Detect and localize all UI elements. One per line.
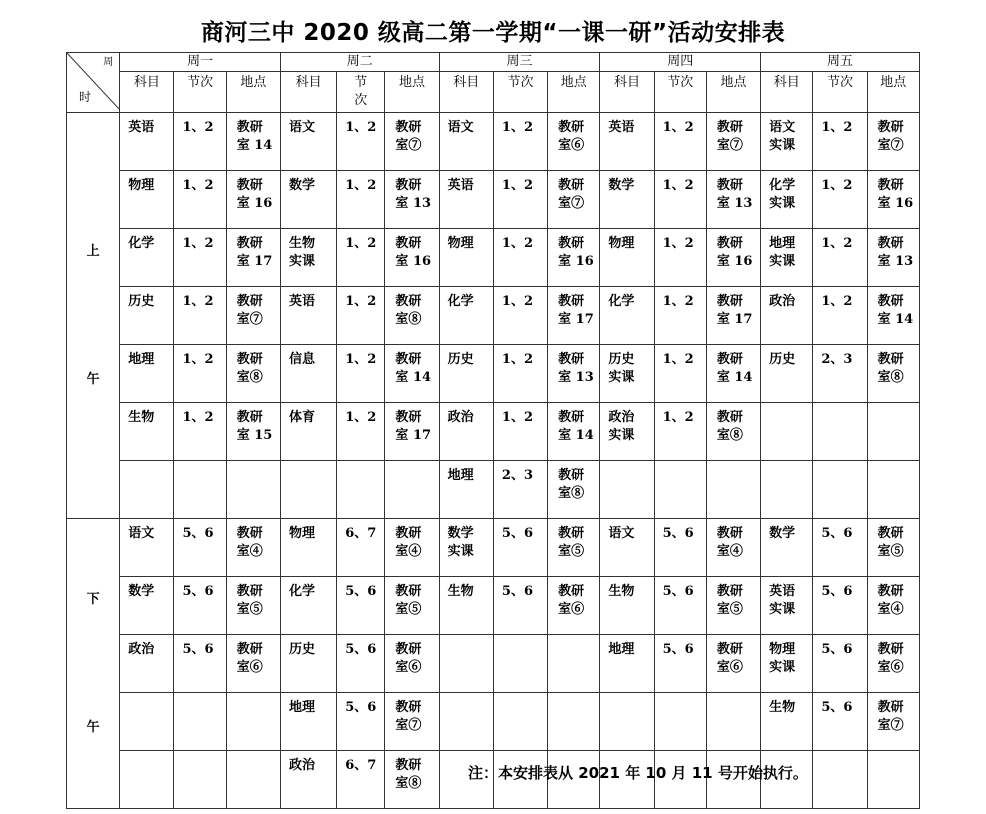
cell-subject: 化学 实课 — [761, 171, 813, 229]
cell-subject: 政治 — [761, 287, 813, 345]
cell-session: 1、2 — [813, 287, 867, 345]
cell-room: 教研 室 13 — [706, 171, 760, 229]
cell-session: 1、2 — [654, 345, 706, 403]
cell-subject: 历史 — [761, 345, 813, 403]
cell-room: 教研 室⑧ — [867, 345, 919, 403]
cell-session: 1、2 — [654, 403, 706, 461]
cell-room: 教研 室④ — [385, 519, 439, 577]
cell-room — [867, 751, 919, 809]
cell-room — [548, 635, 600, 693]
cell-room: 教研 室⑥ — [548, 113, 600, 171]
day-header-mon: 周一 — [120, 53, 281, 72]
cell-session: 5、6 — [174, 635, 226, 693]
cell-room: 教研 室④ — [226, 519, 280, 577]
corner-time-label: 时 — [79, 90, 92, 104]
period-label: 下 — [86, 591, 100, 607]
cell-session — [654, 461, 706, 519]
cell-subject — [120, 461, 174, 519]
cell-subject: 地理 实课 — [761, 229, 813, 287]
cell-subject: 数学 — [600, 171, 654, 229]
cell-session — [174, 751, 226, 809]
cell-session: 2、3 — [813, 345, 867, 403]
cell-session: 5、6 — [654, 635, 706, 693]
cell-room: 教研 室⑤ — [548, 519, 600, 577]
cell-session — [493, 635, 547, 693]
cell-room: 教研 室 17 — [385, 403, 439, 461]
col-header-subject: 科目 — [280, 72, 336, 113]
cell-subject: 历史 — [280, 635, 336, 693]
cell-session: 1、2 — [654, 171, 706, 229]
cell-session: 1、2 — [337, 287, 385, 345]
cell-session: 1、2 — [337, 113, 385, 171]
period-label: 午 — [86, 371, 100, 387]
col-header-place: 地点 — [385, 72, 439, 113]
cell-session: 5、6 — [337, 635, 385, 693]
cell-room — [706, 693, 760, 751]
cell-subject: 历史 — [120, 287, 174, 345]
cell-session — [813, 751, 867, 809]
cell-subject — [761, 461, 813, 519]
cell-room: 教研 室⑤ — [226, 577, 280, 635]
cell-session: 5、6 — [337, 577, 385, 635]
cell-subject: 体育 — [280, 403, 336, 461]
col-header-subject: 科目 — [761, 72, 813, 113]
cell-room: 教研 室④ — [706, 519, 760, 577]
cell-session: 2、3 — [493, 461, 547, 519]
cell-subject — [120, 751, 174, 809]
cell-session — [337, 461, 385, 519]
schedule-row — [67, 693, 920, 751]
schedule-row — [67, 345, 920, 403]
cell-room — [867, 403, 919, 461]
cell-room: 教研 室 17 — [706, 287, 760, 345]
cell-session: 1、2 — [174, 171, 226, 229]
cell-subject — [439, 635, 493, 693]
cell-subject: 生物 — [600, 577, 654, 635]
cell-room: 教研 室⑥ — [226, 635, 280, 693]
cell-session: 1、2 — [493, 287, 547, 345]
period-morning — [67, 113, 120, 519]
cell-subject: 化学 — [439, 287, 493, 345]
cell-subject: 生物 — [761, 693, 813, 751]
cell-subject: 语文 — [120, 519, 174, 577]
cell-room — [385, 461, 439, 519]
cell-room: 教研 室④ — [867, 577, 919, 635]
cell-subject: 语文 — [600, 519, 654, 577]
cell-subject: 政治 — [120, 635, 174, 693]
corner-header — [67, 53, 120, 113]
cell-room: 教研 室⑧ — [226, 345, 280, 403]
schedule-row — [67, 519, 920, 577]
cell-subject: 英语 — [120, 113, 174, 171]
day-header-wed: 周三 — [439, 53, 600, 72]
cell-room: 教研 室 14 — [548, 403, 600, 461]
schedule-table — [66, 52, 920, 809]
cell-subject: 数学 — [120, 577, 174, 635]
col-header-session: 节次 — [493, 72, 547, 113]
cell-room — [226, 461, 280, 519]
cell-subject: 物理 — [280, 519, 336, 577]
cell-subject — [600, 461, 654, 519]
cell-room: 教研 室 14 — [706, 345, 760, 403]
cell-subject: 物理 — [120, 171, 174, 229]
cell-subject: 化学 — [280, 577, 336, 635]
cell-room: 教研 室⑦ — [867, 113, 919, 171]
col-header-session: 节 次 — [337, 72, 385, 113]
cell-room: 教研 室⑥ — [867, 635, 919, 693]
cell-subject: 化学 — [120, 229, 174, 287]
cell-room: 教研 室⑦ — [548, 171, 600, 229]
cell-session: 1、2 — [174, 113, 226, 171]
cell-room: 教研 室⑧ — [385, 751, 439, 809]
cell-room: 教研 室⑤ — [385, 577, 439, 635]
cell-room: 教研 室⑦ — [385, 693, 439, 751]
cell-room: 教研 室⑦ — [226, 287, 280, 345]
col-header-session: 节次 — [174, 72, 226, 113]
cell-room: 教研 室 13 — [548, 345, 600, 403]
cell-subject: 语文 — [280, 113, 336, 171]
col-header-session: 节次 — [813, 72, 867, 113]
cell-subject: 化学 — [600, 287, 654, 345]
col-header-subject: 科目 — [120, 72, 174, 113]
period-label: 上 — [86, 243, 100, 259]
cell-subject: 地理 — [439, 461, 493, 519]
cell-room: 教研 室⑧ — [385, 287, 439, 345]
cell-subject: 数学 — [761, 519, 813, 577]
cell-room: 教研 室⑦ — [867, 693, 919, 751]
schedule-row — [67, 113, 920, 171]
cell-room: 教研 室 16 — [548, 229, 600, 287]
cell-subject — [439, 693, 493, 751]
cell-subject: 英语 — [600, 113, 654, 171]
cell-room: 教研 室 17 — [226, 229, 280, 287]
cell-session: 1、2 — [654, 113, 706, 171]
cell-room: 教研 室 14 — [385, 345, 439, 403]
col-header-subject: 科目 — [600, 72, 654, 113]
day-header-thu: 周四 — [600, 53, 761, 72]
cell-subject: 语文 — [439, 113, 493, 171]
cell-session: 1、2 — [174, 229, 226, 287]
cell-room: 教研 室⑧ — [706, 403, 760, 461]
cell-session: 1、2 — [813, 113, 867, 171]
col-header-subject: 科目 — [439, 72, 493, 113]
cell-subject: 英语 实课 — [761, 577, 813, 635]
cell-room — [226, 693, 280, 751]
cell-subject: 英语 — [280, 287, 336, 345]
cell-session: 1、2 — [654, 287, 706, 345]
cell-subject: 历史 实课 — [600, 345, 654, 403]
cell-room: 教研 室⑦ — [385, 113, 439, 171]
period-spacer — [67, 261, 119, 371]
cell-subject: 英语 — [439, 171, 493, 229]
cell-session — [493, 693, 547, 751]
cell-subject — [600, 693, 654, 751]
cell-session: 5、6 — [813, 577, 867, 635]
cell-subject: 数学 实课 — [439, 519, 493, 577]
day-header-fri: 周五 — [761, 53, 920, 72]
cell-subject: 物理 — [600, 229, 654, 287]
cell-room: 教研 室 14 — [867, 287, 919, 345]
cell-room: 教研 室⑤ — [706, 577, 760, 635]
col-header-session: 节次 — [654, 72, 706, 113]
period-spacer — [67, 609, 119, 719]
cell-subject: 生物 — [120, 403, 174, 461]
cell-session: 1、2 — [174, 345, 226, 403]
cell-room: 教研 室 14 — [226, 113, 280, 171]
cell-subject — [761, 403, 813, 461]
cell-session: 1、2 — [174, 287, 226, 345]
cell-session — [813, 403, 867, 461]
cell-subject — [280, 461, 336, 519]
cell-session: 5、6 — [174, 577, 226, 635]
cell-subject: 物理 — [439, 229, 493, 287]
cell-room: 教研 室 13 — [867, 229, 919, 287]
schedule-row — [67, 577, 920, 635]
cell-room — [548, 693, 600, 751]
cell-session — [654, 693, 706, 751]
cell-session: 1、2 — [337, 229, 385, 287]
cell-session: 5、6 — [813, 693, 867, 751]
cell-session: 5、6 — [337, 693, 385, 751]
cell-session: 1、2 — [337, 171, 385, 229]
cell-room: 教研 室⑥ — [548, 577, 600, 635]
cell-session: 5、6 — [174, 519, 226, 577]
col-header-place: 地点 — [226, 72, 280, 113]
cell-session: 5、6 — [813, 635, 867, 693]
cell-session: 5、6 — [654, 519, 706, 577]
cell-room: 教研 室⑧ — [548, 461, 600, 519]
cell-room: 教研 室⑥ — [385, 635, 439, 693]
cell-session: 5、6 — [493, 577, 547, 635]
cell-room: 教研 室 17 — [548, 287, 600, 345]
cell-session: 1、2 — [654, 229, 706, 287]
cell-subject: 生物 实课 — [280, 229, 336, 287]
cell-room: 教研 室⑥ — [706, 635, 760, 693]
cell-session: 1、2 — [337, 403, 385, 461]
cell-room — [226, 751, 280, 809]
cell-room: 教研 室⑤ — [867, 519, 919, 577]
cell-subject: 政治 — [439, 403, 493, 461]
schedule-row — [67, 229, 920, 287]
schedule-row — [67, 403, 920, 461]
cell-room — [867, 461, 919, 519]
cell-room: 教研 室 15 — [226, 403, 280, 461]
cell-subject: 数学 — [280, 171, 336, 229]
cell-room: 教研 室 13 — [385, 171, 439, 229]
cell-session: 1、2 — [493, 113, 547, 171]
cell-session — [174, 461, 226, 519]
cell-session: 1、2 — [493, 171, 547, 229]
col-header-place: 地点 — [548, 72, 600, 113]
cell-subject: 语文 实课 — [761, 113, 813, 171]
cell-subject: 历史 — [439, 345, 493, 403]
period-afternoon — [67, 519, 120, 809]
cell-session: 5、6 — [654, 577, 706, 635]
corner-day-label: 周 — [103, 57, 114, 68]
cell-session — [813, 461, 867, 519]
cell-subject: 地理 — [600, 635, 654, 693]
cell-subject: 地理 — [280, 693, 336, 751]
cell-room: 教研 室 16 — [706, 229, 760, 287]
cell-room: 教研 室 16 — [385, 229, 439, 287]
cell-subject — [120, 693, 174, 751]
cell-subject: 信息 — [280, 345, 336, 403]
cell-session: 1、2 — [813, 229, 867, 287]
schedule-row — [67, 171, 920, 229]
cell-session: 1、2 — [493, 403, 547, 461]
cell-subject: 地理 — [120, 345, 174, 403]
cell-room — [706, 461, 760, 519]
col-header-place: 地点 — [706, 72, 760, 113]
cell-session: 6、7 — [337, 751, 385, 809]
cell-room: 教研 室 16 — [226, 171, 280, 229]
cell-session — [174, 693, 226, 751]
cell-session: 1、2 — [174, 403, 226, 461]
cell-session: 6、7 — [337, 519, 385, 577]
col-header-place: 地点 — [867, 72, 919, 113]
cell-session: 1、2 — [813, 171, 867, 229]
cell-subject: 政治 — [280, 751, 336, 809]
schedule-row — [67, 461, 920, 519]
schedule-row — [67, 287, 920, 345]
page-title: 商河三中 2020 级高二第一学期“一课一研”活动安排表 — [200, 20, 786, 46]
cell-subject: 物理 实课 — [761, 635, 813, 693]
cell-session: 1、2 — [493, 229, 547, 287]
cell-room: 教研 室 16 — [867, 171, 919, 229]
cell-session: 1、2 — [493, 345, 547, 403]
day-header-tue: 周二 — [280, 53, 439, 72]
cell-subject: 政治 实课 — [600, 403, 654, 461]
cell-subject: 生物 — [439, 577, 493, 635]
cell-session: 1、2 — [337, 345, 385, 403]
period-label: 午 — [86, 719, 100, 735]
cell-session: 5、6 — [813, 519, 867, 577]
schedule-row — [67, 635, 920, 693]
cell-room: 教研 室⑦ — [706, 113, 760, 171]
cell-session: 5、6 — [493, 519, 547, 577]
footnote: 注：本安排表从 2021 年 10 月 11 号开始执行。 — [468, 764, 808, 782]
